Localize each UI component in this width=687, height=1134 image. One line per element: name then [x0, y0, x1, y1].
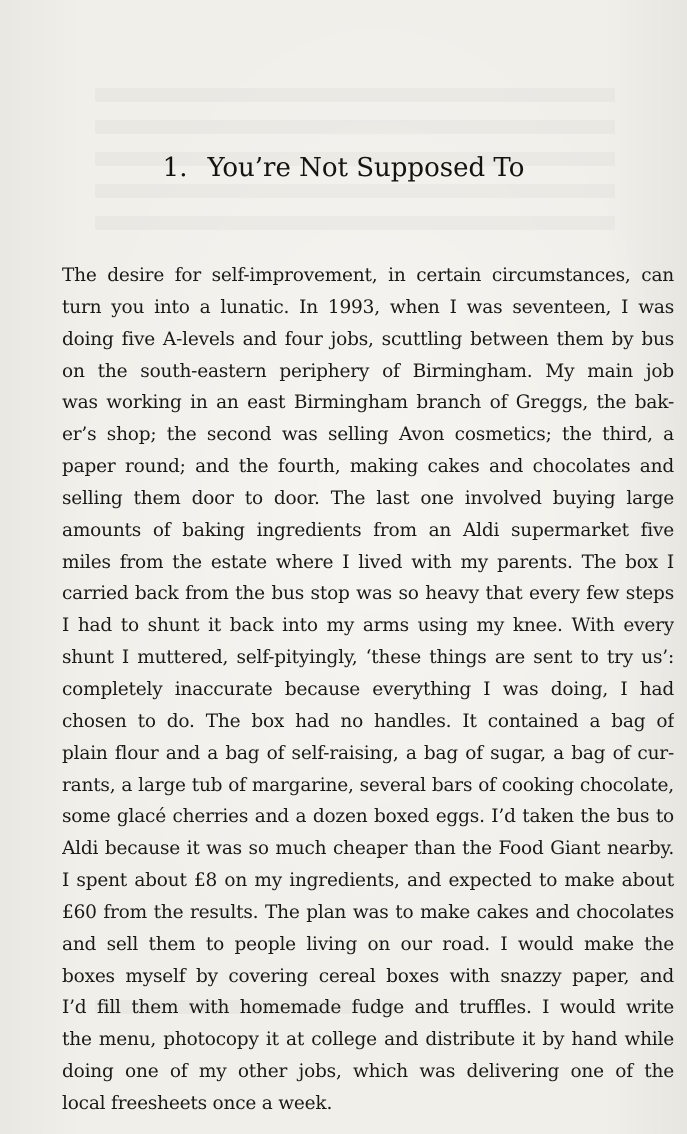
text-line: and sell them to people living on our road. I would make the [62, 933, 674, 955]
text-line: Aldi because it was so much cheaper than the Food Giant nearby. [62, 838, 674, 860]
text-line: some glacé cherries and a dozen boxed eggs. I’d taken the bus to [62, 806, 674, 828]
text-line: doing five A-levels and four jobs, scuttling between them by bus [62, 328, 674, 350]
bleed-page-number [630, 30, 634, 46]
chapter-number: 1. [162, 153, 188, 184]
bleed-text-line [95, 216, 615, 230]
text-line: turn you into a lunatic. In 1993, when I was seventeen, I was [62, 296, 674, 318]
bleed-text-line [95, 88, 615, 102]
bleed-text-line [95, 184, 615, 198]
body-paragraph [62, 260, 674, 1120]
text-line: chosen to do. The box had no handles. It contained a bag of [62, 710, 674, 732]
text-line: amounts of baking ingredients from an Aldi supermarket five [62, 519, 674, 541]
text-line: shunt I muttered, self-pityingly, ‘these things are sent to try us’: [62, 647, 674, 669]
text-line: £60 from the results. The plan was to make cakes and chocolates [62, 901, 674, 923]
chapter-title [0, 153, 687, 183]
text-line: doing one of my other jobs, which was delivering one of the [62, 1061, 674, 1083]
text-line: rants, a large tub of margarine, several bars of cooking chocolate, [62, 774, 674, 796]
text-line: The desire for self-improvement, in certain circumstances, can [62, 265, 674, 286]
text-line: I had to shunt it back into my arms using my knee. With every [62, 615, 674, 637]
text-line: boxes myself by covering cereal boxes with snazzy paper, and [62, 965, 674, 987]
chapter-title-text: You’re Not Supposed To [207, 153, 525, 184]
text-line: plain flour and a bag of self-raising, a bag of sugar, a bag of cur- [62, 742, 674, 764]
text-line: paper round; and the fourth, making cakes and chocolates and [62, 456, 674, 478]
text-line: er’s shop; the second was selling Avon cosmetics; the third, a [62, 424, 674, 446]
text-line: I spent about £8 on my ingredients, and expected to make about [62, 870, 674, 892]
bleed-running-header [255, 30, 259, 46]
text-line-last: local freesheets once a week. [62, 1092, 333, 1114]
text-line: carried back from the bus stop was so heavy that every few steps [62, 583, 674, 605]
text-line: on the south-eastern periphery of Birmingham. My main job [62, 360, 674, 382]
text-line: completely inaccurate because everything I was doing, I had [62, 678, 674, 700]
text-line: was working in an east Birmingham branch of Greggs, the bak- [62, 392, 674, 414]
text-line: the menu, photocopy it at college and distribute it by hand while [62, 1029, 674, 1051]
text-line: selling them door to door. The last one involved buying large [62, 487, 674, 509]
bleed-text-line [95, 120, 615, 134]
text-line: miles from the estate where I lived with my parents. The box I [62, 551, 674, 573]
text-line: I’d fill them with homemade fudge and truffles. I would write [62, 997, 674, 1019]
